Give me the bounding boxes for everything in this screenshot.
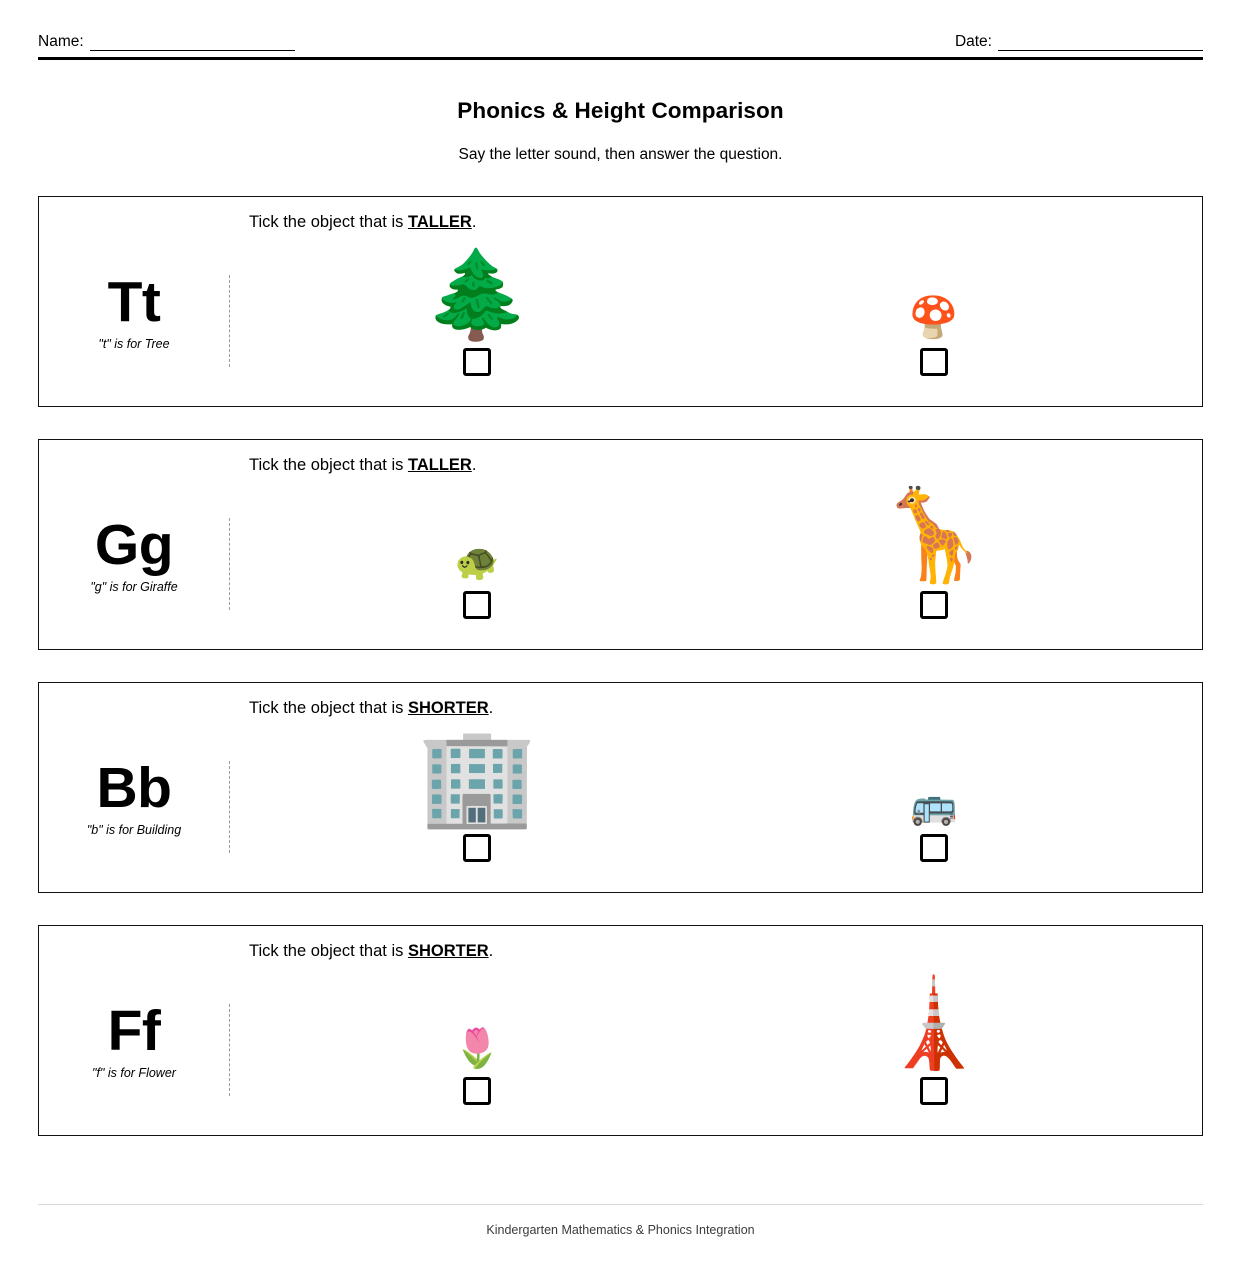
letter-caption: "f" is for Flower	[92, 1065, 176, 1080]
letter-pair: Tt	[107, 269, 161, 334]
option-left[interactable]	[357, 541, 597, 649]
tree-emoji: 🌲	[423, 244, 531, 345]
letter-column	[39, 512, 229, 594]
letter-caption: "g" is for Giraffe	[90, 579, 178, 594]
option-right-checkbox[interactable]	[920, 834, 948, 862]
letter-caption: "t" is for Tree	[98, 336, 170, 351]
option-right[interactable]	[814, 782, 1054, 892]
date-label: Date:	[954, 33, 992, 50]
option-right[interactable]	[814, 294, 1054, 406]
instruction-suffix: .	[488, 941, 494, 960]
name-write-line[interactable]	[90, 36, 295, 51]
option-left-checkbox[interactable]	[463, 834, 491, 862]
card-body	[39, 926, 1202, 1135]
date-field-group	[955, 34, 1203, 51]
letter-column	[39, 269, 229, 351]
letter-column	[39, 998, 229, 1080]
problem-card-list	[38, 196, 1203, 1136]
option-left-checkbox[interactable]	[463, 348, 491, 376]
option-left[interactable]	[357, 244, 597, 406]
problem-card	[38, 196, 1203, 407]
letter-pair: Bb	[96, 755, 172, 820]
name-field-group	[38, 34, 295, 51]
instruction-suffix: .	[488, 698, 494, 717]
option-right[interactable]	[814, 973, 1054, 1135]
instruction-prefix: Tick the object that is	[249, 455, 408, 474]
mushroom-emoji: 🍄	[908, 294, 959, 341]
title-block	[38, 98, 1203, 164]
page-subtitle: Say the letter sound, then answer the question.	[458, 145, 783, 163]
turtle-emoji: 🐢	[454, 541, 500, 583]
option-right-checkbox[interactable]	[920, 348, 948, 376]
option-right-checkbox[interactable]	[920, 1077, 948, 1105]
letter-pair: Ff	[107, 998, 161, 1063]
letter-pair: Gg	[94, 512, 174, 577]
date-write-line[interactable]	[998, 36, 1203, 51]
option-left-checkbox[interactable]	[463, 1077, 491, 1105]
instruction-prefix: Tick the object that is	[249, 698, 408, 717]
instruction-keyword: TALLER	[407, 455, 472, 474]
footer-text: Kindergarten Mathematics & Phonics Integration	[486, 1223, 755, 1237]
tokyo-tower-emoji: 🗼	[880, 973, 988, 1074]
option-left[interactable]	[357, 719, 597, 892]
instruction-suffix: .	[471, 455, 477, 474]
footer-divider	[38, 1204, 1203, 1205]
name-label: Name:	[38, 33, 84, 50]
page-title: Phonics & Height Comparison	[457, 97, 784, 123]
instruction-text	[249, 942, 493, 961]
option-right-checkbox[interactable]	[920, 591, 948, 619]
instruction-prefix: Tick the object that is	[249, 941, 408, 960]
card-body	[39, 440, 1202, 649]
instruction-text	[249, 456, 476, 475]
instruction-text	[249, 699, 493, 718]
card-body	[39, 683, 1202, 892]
office-building-emoji: 🏢	[417, 719, 538, 832]
instruction-prefix: Tick the object that is	[249, 212, 408, 231]
instruction-keyword: SHORTER	[407, 698, 489, 717]
page-footer	[38, 1204, 1203, 1237]
option-left[interactable]	[357, 1025, 597, 1135]
option-right[interactable]	[814, 482, 1054, 649]
problem-card	[38, 925, 1203, 1136]
bus-emoji: 🚌	[910, 782, 958, 827]
instruction-suffix: .	[471, 212, 477, 231]
letter-column	[39, 755, 229, 837]
instruction-text	[249, 213, 476, 232]
problem-card	[38, 682, 1203, 893]
option-left-checkbox[interactable]	[463, 591, 491, 619]
name-date-row	[38, 0, 1203, 57]
card-body	[39, 197, 1202, 406]
instruction-keyword: SHORTER	[407, 941, 489, 960]
instruction-keyword: TALLER	[407, 212, 472, 231]
problem-card	[38, 439, 1203, 650]
giraffe-emoji: 🦒	[877, 482, 990, 588]
tulip-emoji: 🌷	[453, 1025, 501, 1070]
letter-caption: "b" is for Building	[86, 822, 182, 837]
header-divider	[38, 57, 1203, 60]
